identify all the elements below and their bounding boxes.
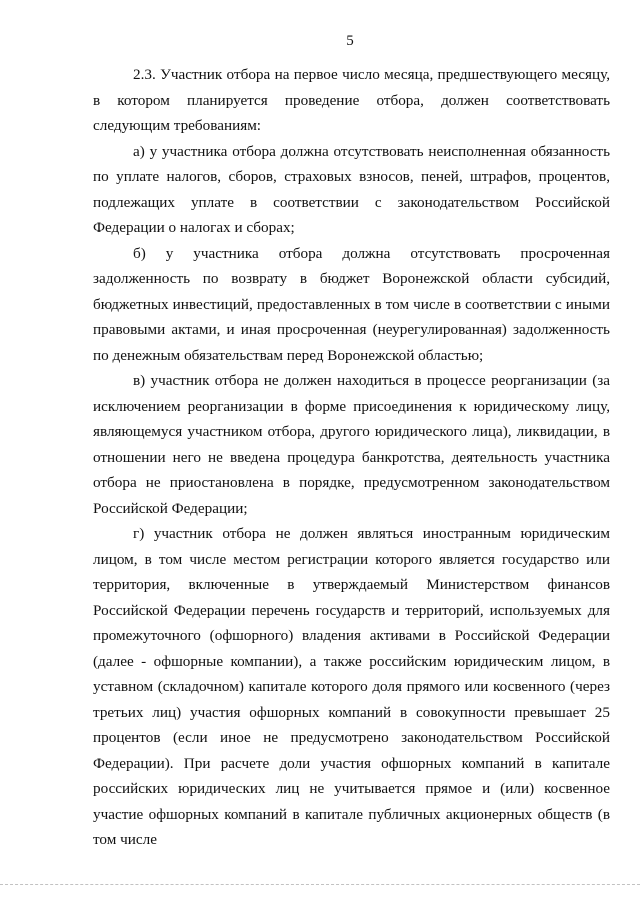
paragraph-b: б) у участника отбора должна отсутствовать просроченная задолженность по возврату в бюджет Воронежской области субсидий, бюджетных инвестиций, предоставленных в том числе в соответствии с иными правовыми актами, и иная просроченная (неурегулированная) задолженность по денежным обязательствам перед Воронежской областью; xyxy=(93,244,610,364)
document-body xyxy=(93,62,610,853)
paragraph-v: в) участник отбора не должен находиться в процессе реорганизации (за исключением реорганизации в форме присоединения к юридическому лицу, являющемуся участником отбора, другого юридического лица), ликвидации, в отношении него не введена процедура банкротства, деятельность участника отбора не приостановлена в порядке, предусмотренном законодательством Российской Федерации; xyxy=(93,372,610,517)
page-number: 5 xyxy=(346,33,354,49)
paragraph-2-3: 2.3. Участник отбора на первое число месяца, предшествующего месяцу, в котором планируется проведение отбора, должен соответствовать следующим требованиям: xyxy=(93,66,610,134)
paragraph-a: а) у участника отбора должна отсутствовать неисполненная обязанность по уплате налогов, сборов, страховых взносов, пеней, штрафов, процентов, подлежащих уплате в соответствии с законодательством Российской Федерации о налогах и сборах; xyxy=(93,142,610,236)
scan-bottom-edge xyxy=(0,884,640,885)
paragraph-g: г) участник отбора не должен являться иностранным юридическим лицом, в том числе местом регистрации которого является государство или территория, включенные в утверждаемый Министерством финансов Российской Федерации перечень государств и территорий, используемых для промежуточного (офшорного) владения активами в Российской Федерации (далее - офшорные компании), а также российским юридическим лицом, в уставном (складочном) капитале которого доля прямого или косвенного (через третьих лиц) участия офшорных компаний в совокупности превышает 25 процентов (если иное не предусмотрено законодательством Российской Федерации). При расчете доли участия офшорных компаний в капитале российских юридических лиц не учитывается прямое и (или) косвенное участие офшорных компаний в капитале публичных акционерных обществ (в том числе xyxy=(93,525,610,848)
